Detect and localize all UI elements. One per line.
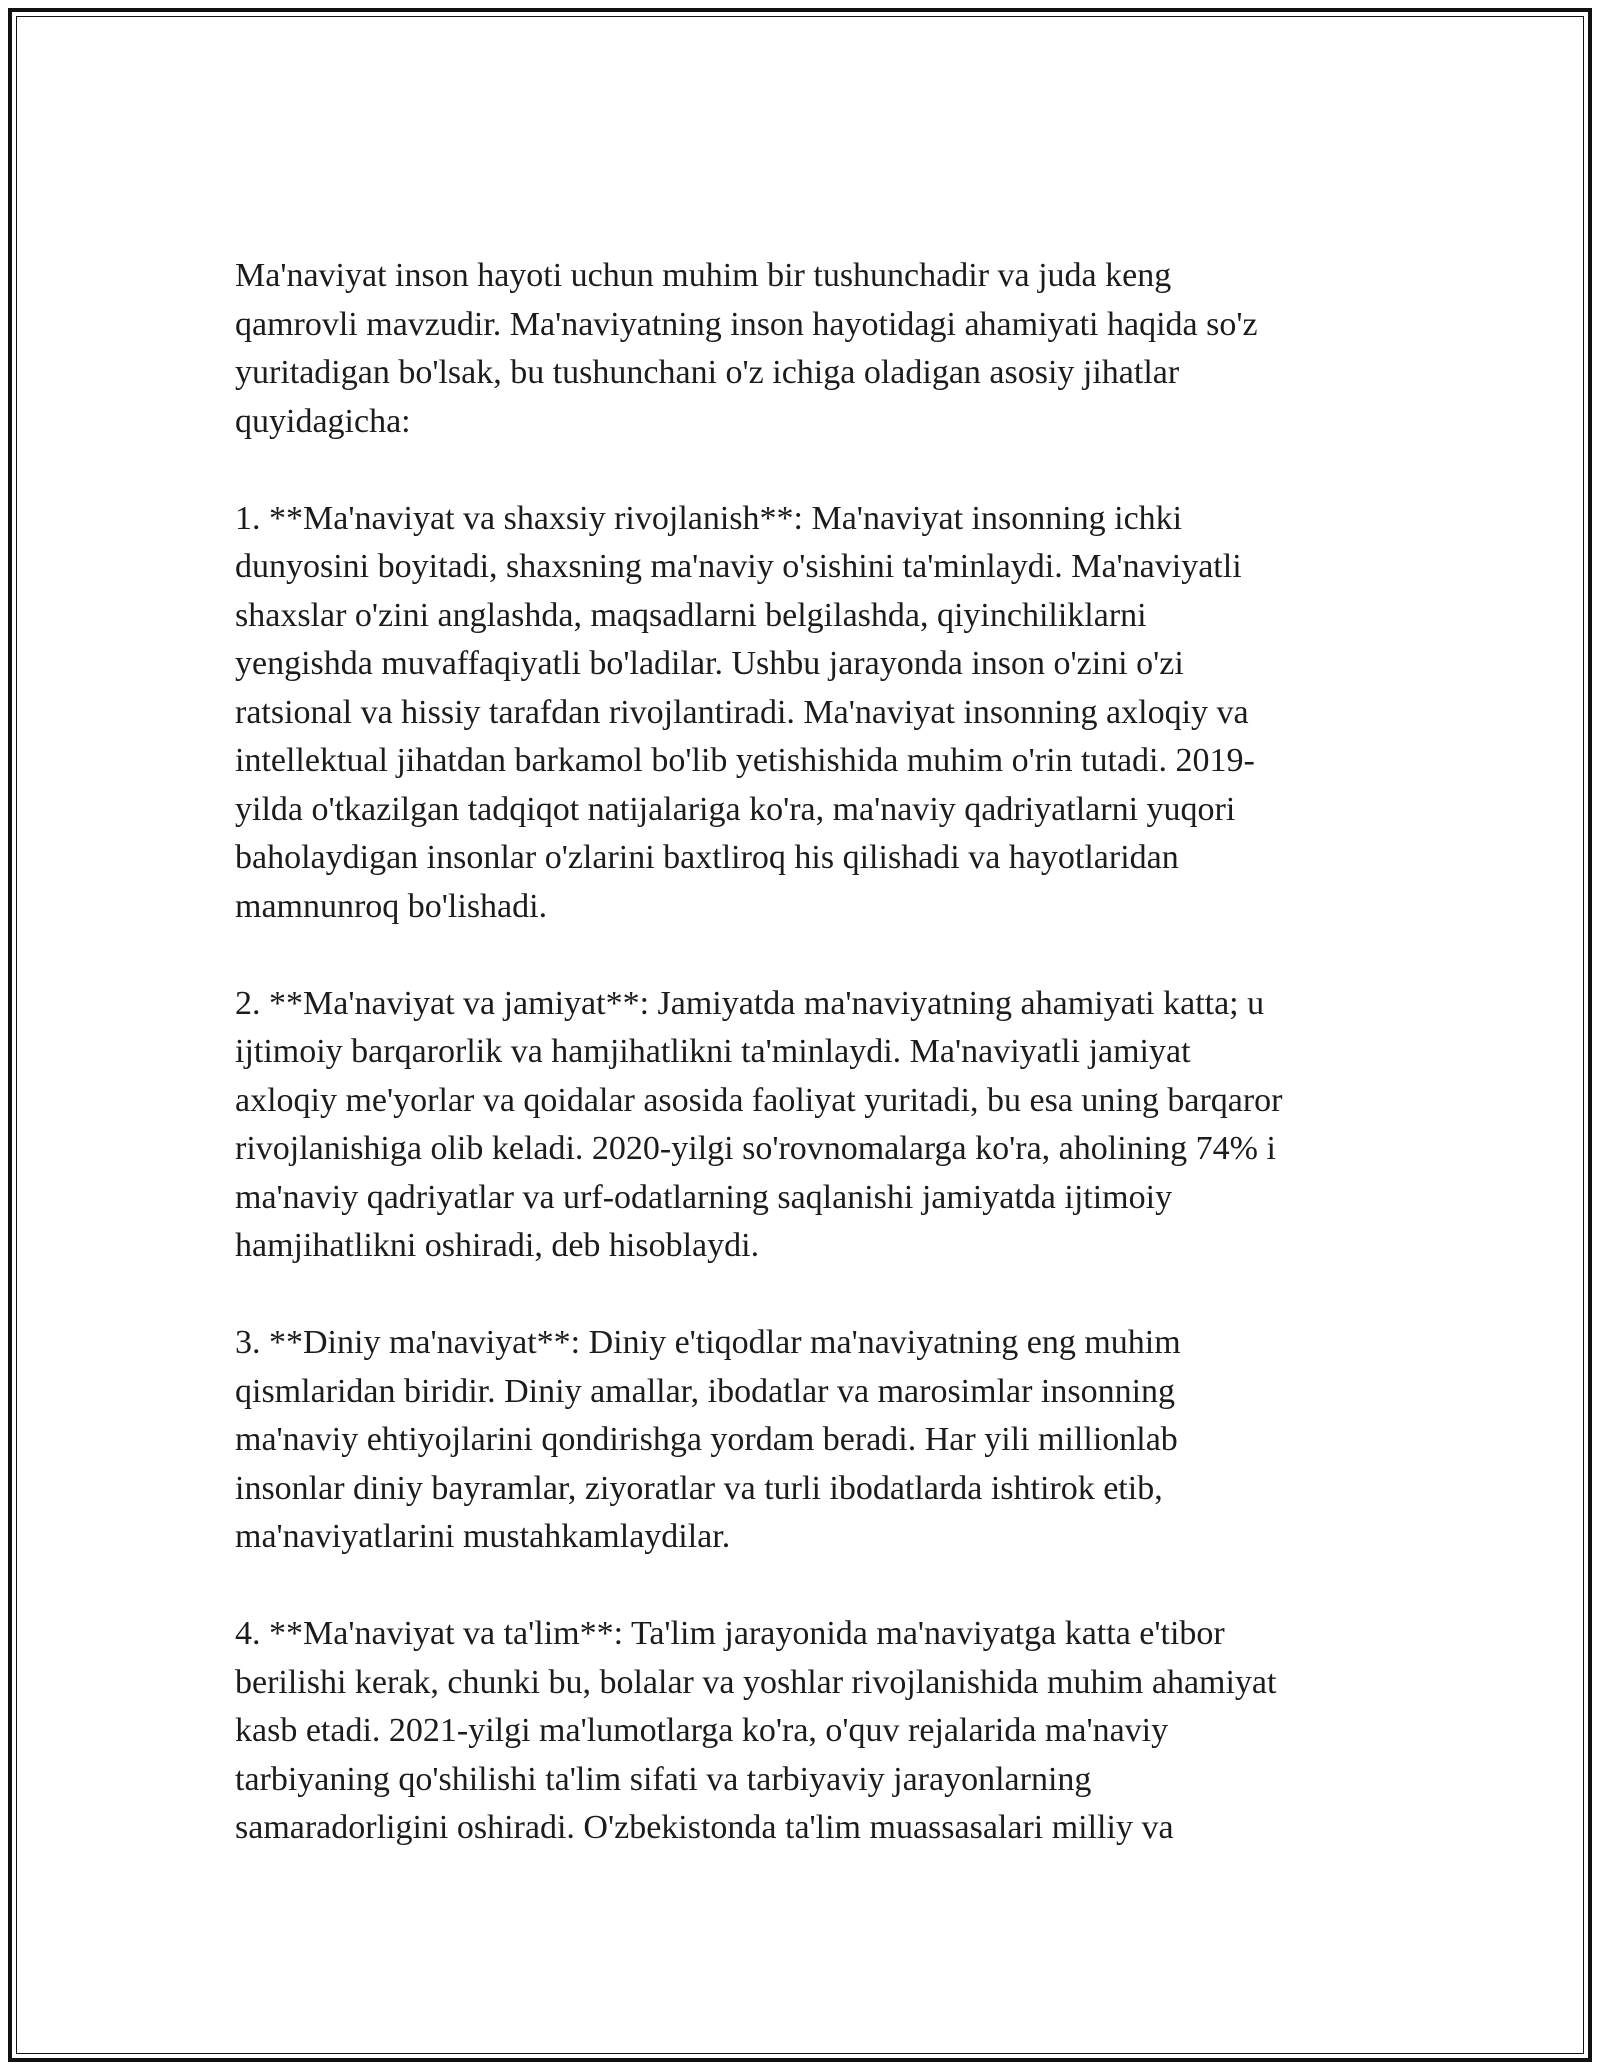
text-line: ma'naviy ehtiyojlarini qondirishga yordam beradi. Har yili millionlab <box>235 1421 1178 1458</box>
text-line: samaradorligini oshiradi. O'zbekistonda ta'lim muassasalari milliy va <box>235 1809 1174 1846</box>
text-line: dunyosini boyitadi, shaxsning ma'naviy o'sishini ta'minlaydi. Ma'naviyatli <box>235 548 1242 585</box>
text-line: shaxslar o'zini anglashda, maqsadlarni belgilashda, qiyinchiliklarni <box>235 596 1147 634</box>
paragraph-intro <box>235 252 1375 446</box>
text-line: intellektual jihatdan barkamol bo'lib yetishishida muhim o'rin tutadi. 2019- <box>235 742 1255 779</box>
text-line: quyidagicha: <box>235 402 411 440</box>
text-line: 1. **Ma'naviyat va shaxsiy rivojlanish**: Ma'naviyat insonning ichki <box>235 499 1183 537</box>
paragraph-education <box>235 1610 1375 1853</box>
text-line: axloqiy me'yorlar va qoidalar asosida faoliyat yuritadi, bu esa uning barqaror <box>235 1081 1283 1119</box>
text-line: ratsional va hissiy tarafdan rivojlantiradi. Ma'naviyat insonning axloqiy va <box>235 693 1249 731</box>
text-line: Ma'naviyat inson hayoti uchun muhim bir tushunchadir va juda keng <box>235 257 1172 294</box>
text-line: qismlaridan biridir. Diniy amallar, ibodatlar va marosimlar insonning <box>235 1372 1176 1410</box>
paragraph-religious <box>235 1319 1375 1562</box>
text-line: baholaydigan insonlar o'zlarini baxtliroq his qilishadi va hayotlaridan <box>235 839 1179 876</box>
text-line: yuritadigan bo'lsak, bu tushunchani o'z ichiga oladigan asosiy jihatlar <box>235 354 1180 391</box>
text-line: 3. **Diniy ma'naviyat**: Diniy e'tiqodlar ma'naviyatning eng muhim <box>235 1324 1181 1361</box>
text-line: mamnunroq bo'lishadi. <box>235 887 548 925</box>
text-line: insonlar diniy bayramlar, ziyoratlar va turli ibodatlarda ishtirok etib, <box>235 1469 1163 1507</box>
text-line: ma'naviyatlarini mustahkamlaydilar. <box>235 1518 731 1555</box>
text-line: berilishi kerak, chunki bu, bolalar va yoshlar rivojlanishida muhim ahamiyat <box>235 1663 1277 1701</box>
document-body <box>235 252 1375 1901</box>
text-line: ma'naviy qadriyatlar va urf-odatlarning saqlanishi jamiyatda ijtimoiy <box>235 1178 1173 1216</box>
text-line: rivojlanishiga olib keladi. 2020-yilgi so'rovnomalarga ko'ra, aholining 74% i <box>235 1130 1276 1167</box>
paragraph-society <box>235 980 1375 1271</box>
text-line: ijtimoiy barqarorlik va hamjihatlikni ta'minlaydi. Ma'naviyatli jamiyat <box>235 1033 1191 1070</box>
text-line: kasb etadi. 2021-yilgi ma'lumotlarga ko'ra, o'quv rejalarida ma'naviy <box>235 1712 1169 1749</box>
text-line: qamrovli mavzudir. Ma'naviyatning inson hayotidagi ahamiyati haqida so'z <box>235 305 1258 343</box>
paragraph-personal-development <box>235 495 1375 932</box>
text-line: yilda o'tkazilgan tadqiqot natijalariga ko'ra, ma'naviy qadriyatlarni yuqori <box>235 790 1236 828</box>
text-line: 4. **Ma'naviyat va ta'lim**: Ta'lim jarayonida ma'naviyatga katta e'tibor <box>235 1615 1225 1652</box>
text-line: 2. **Ma'naviyat va jamiyat**: Jamiyatda ma'naviyatning ahamiyati katta; u <box>235 984 1265 1022</box>
text-line: hamjihatlikni oshiradi, deb hisoblaydi. <box>235 1227 760 1264</box>
text-line: tarbiyaning qo'shilishi ta'lim sifati va tarbiyaviy jarayonlarning <box>235 1760 1092 1798</box>
text-line: yengishda muvaffaqiyatli bo'ladilar. Ushbu jarayonda inson o'zini o'zi <box>235 645 1184 682</box>
